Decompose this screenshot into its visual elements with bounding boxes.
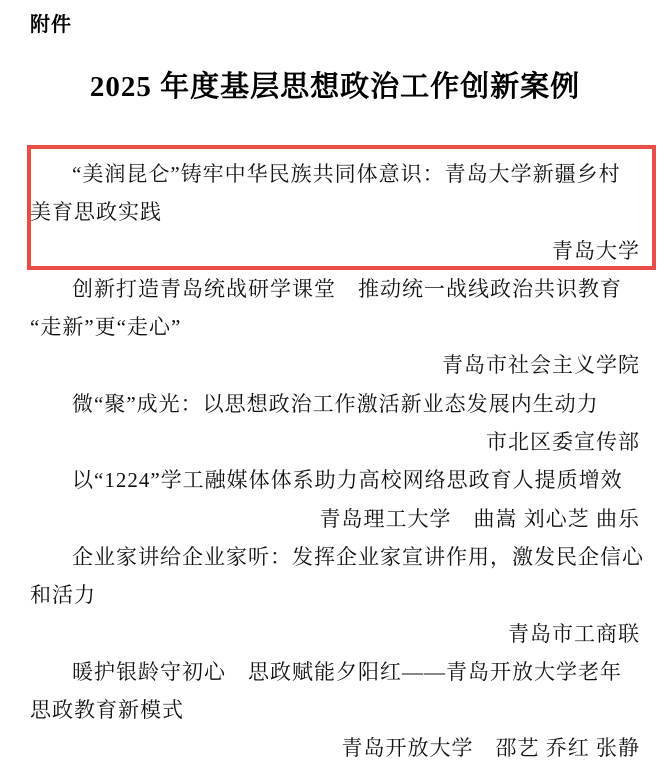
case-title-line: 微“聚”成光：以思想政治工作激活新业态发展内生动力 (72, 391, 599, 416)
case-title-line: 创新打造青岛统战研学课堂 推动统一战线政治共识教育 (72, 276, 622, 301)
case-title-line: “美润昆仑”铸牢中华民族共同体意识：青岛大学新疆乡村 (72, 162, 621, 186)
document-title: 2025 年度基层思想政治工作创新案例 (89, 71, 581, 103)
case-byline: 青岛大学 (552, 238, 640, 263)
case-title-line: 思政教育新模式 (30, 698, 184, 723)
case-title-line: 和活力 (30, 583, 96, 608)
case-list (30, 155, 644, 768)
case-title-line: 企业家讲给企业家听：发挥企业家宣讲作用，激发民企信心 (72, 544, 644, 569)
attachment-label: 附件 (30, 14, 72, 36)
case-title-line: 美育思政实践 (30, 200, 162, 225)
case-byline: 青岛开放大学 邵艺 乔红 张静 (341, 736, 640, 761)
case-title-line: 以“1224”学工融媒体体系助力高校网络思政育人提质增效 (72, 468, 623, 493)
case-title-line: “走新”更“走心” (30, 315, 182, 340)
case-byline: 青岛市社会主义学院 (442, 353, 640, 378)
case-byline: 青岛理工大学 曲嵩 刘心芝 曲乐 (319, 506, 640, 531)
case-byline: 市北区委宣传部 (486, 430, 640, 455)
case-title-line: 暖护银龄守初心 思政赋能夕阳红——青岛开放大学老年 (72, 659, 622, 684)
case-byline: 青岛市工商联 (508, 621, 640, 646)
